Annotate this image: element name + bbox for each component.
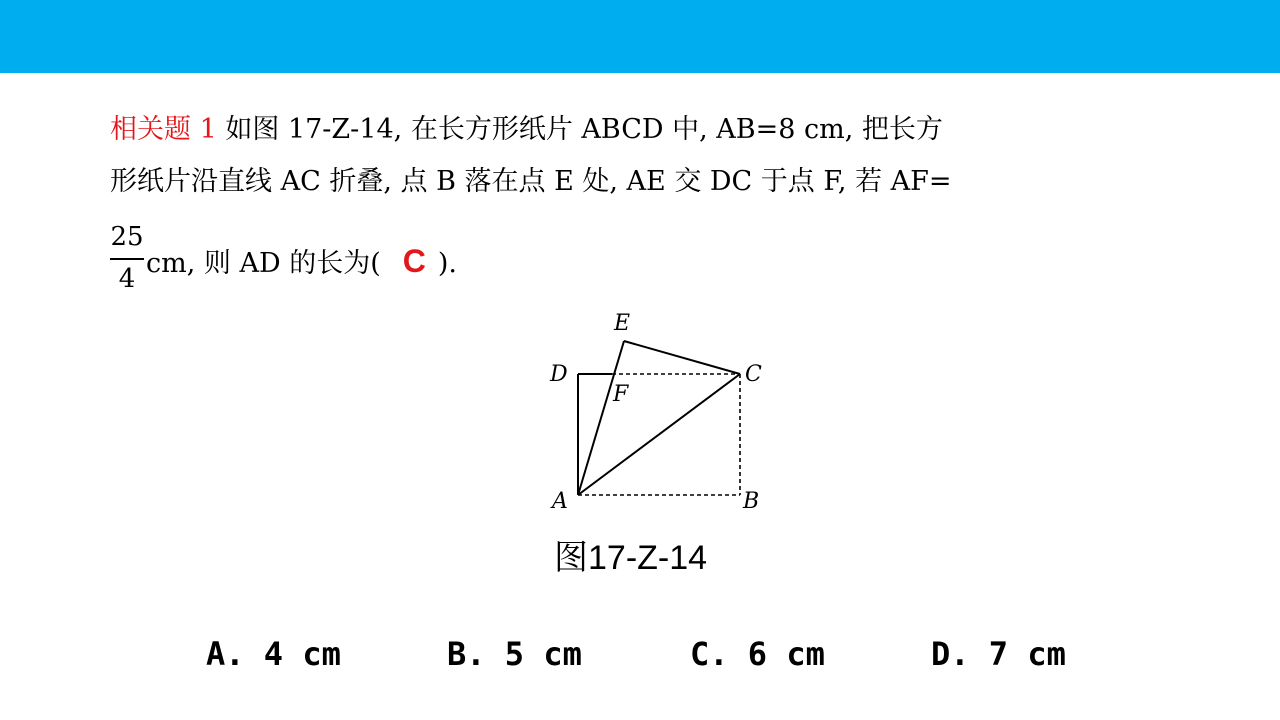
problem-label: 相关题 1: [110, 114, 217, 145]
segment-ae: [578, 341, 624, 495]
fraction-bar: [110, 258, 144, 260]
problem-text-line-1: 如图 17-Z-14, 在长方形纸片 ABCD 中, AB=8 cm, 把长方: [225, 114, 943, 145]
point-label-e: E: [614, 311, 631, 336]
option-c: C. 6 cm: [690, 635, 825, 673]
problem-text-line-3: cm, 则 AD 的长为(: [146, 248, 381, 279]
point-label-b: B: [743, 489, 760, 514]
problem-line-3: [146, 245, 457, 280]
header-bar: [0, 0, 1280, 73]
segment-ec: [624, 341, 740, 374]
problem-text-line-3-end: ).: [437, 248, 457, 279]
fraction-25-over-4: [108, 222, 146, 296]
option-a: A. 4 cm: [206, 635, 341, 673]
option-d: D. 7 cm: [931, 635, 1066, 673]
figure-caption: 图17-Z-14: [554, 539, 708, 577]
point-label-f: F: [613, 382, 629, 407]
point-label-d: D: [550, 362, 568, 387]
geometry-figure: [540, 300, 780, 525]
problem-line-1: [110, 114, 943, 146]
fraction-denominator: 4: [118, 264, 136, 294]
segment-ac: [578, 374, 740, 495]
option-b: B. 5 cm: [447, 635, 582, 673]
problem-text-line-2: 形纸片沿直线 AC 折叠, 点 B 落在点 E 处, AE 交 DC 于点 F, 若 AF=: [110, 166, 952, 197]
fraction-numerator: 25: [110, 222, 144, 252]
point-label-c: C: [745, 362, 762, 387]
point-label-a: A: [552, 489, 568, 514]
answer-mark: C: [402, 243, 426, 279]
